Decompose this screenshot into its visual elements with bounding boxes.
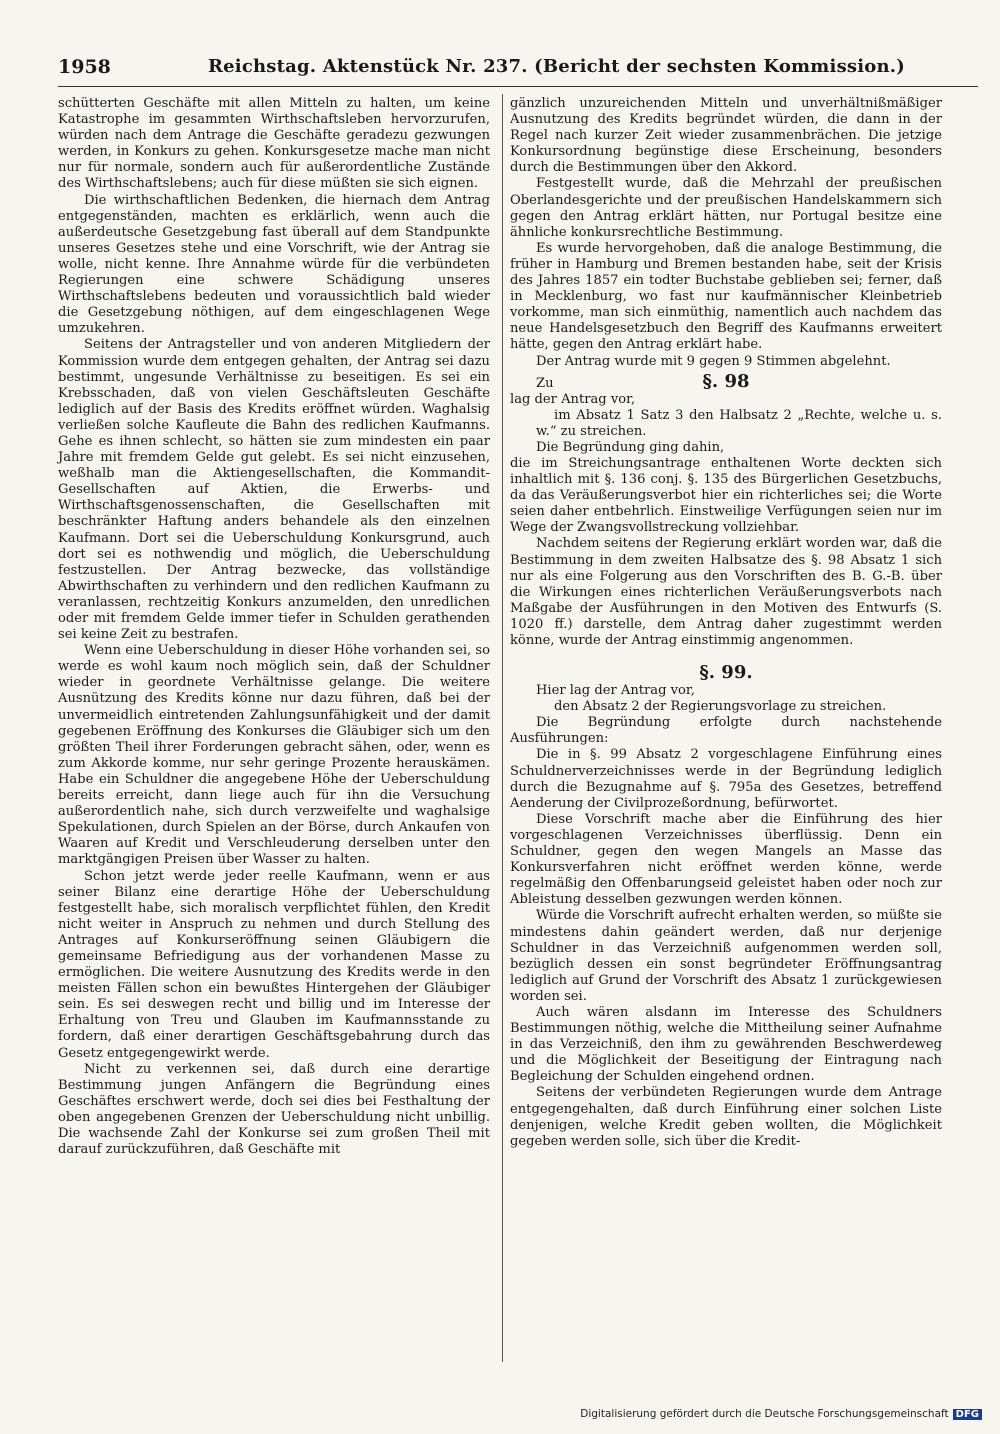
paragraph: Die in §. 99 Absatz 2 vorgeschlagene Einführung eines Schuldnerverzeichnisses werde in der Begründung lediglich durch die Bezugnahme auf §. 795a des Gesetzes, betreffend Aenderung der Civilprozeßordnung, befürwortet. [510,747,942,811]
page-header [58,54,978,84]
page-number: 1958 [58,56,111,78]
footer-text: Digitalisierung gefördert durch die Deutsche Forschungsgemeinschaft [580,1408,949,1420]
dfg-logo: DFG [953,1409,982,1420]
running-head: Reichstag. Aktenstück Nr. 237. (Bericht der sechsten Kommission.) [208,56,905,77]
paragraph: Es wurde hervorgehoben, daß die analoge Bestimmung, die früher in Hamburg und Bremen bestanden habe, seit der Krisis des Jahres 1857 ein todter Buchstabe geblieben sei; ferner, daß in Mecklenburg, wo fast nur kaufmännischer Kleinbetrieb vorkomme, man sich einmüthig, namentlich auch nachdem das neue Handelsgesetzbuch den Begriff des Kaufmanns erweitert hätte, gegen den Antrag erklärt habe. [510,240,942,353]
paragraph: schütterten Geschäfte mit allen Mitteln zu halten, um keine Katastrophe im gesammten Wirthschaftsleben hervorzurufen, würden nach dem Antrage die Geschäfte geradezu gezwungen werden, in Konkurs zu gehen. Konkursgesetze mache man nicht nur für normale, sondern auch für außerordentliche Zustände des Wirthschaftslebens; auch für diese müßten sie sich eignen. [58,96,490,192]
paragraph: Schon jetzt werde jeder reelle Kaufmann, wenn er aus seiner Bilanz eine derartige Höhe der Ueberschuldung festgestellt habe, sich moralisch verpflichtet fühlen, den Kredit nicht weiter in Anspruch zu nehmen und durch Stellung des Antrages auf Konkurseröffnung seinen Gläubigern die gemeinsame Befriedigung aus der vorhandenen Masse zu ermöglichen. Die weitere Ausnutzung des Kredits werde in den meisten Fällen schon ein bewußtes Hintergehen der Gläubiger sein. Es sei deswegen recht und billig und im Interesse der Erhaltung von Treu und Glauben im Kaufmannsstande zu fordern, daß einer derartigen Geschäftsgebahrung durch das Gesetz entgegengewirkt werde. [58,868,490,1061]
paragraph: Auch wären alsdann im Interesse des Schuldners Bestimmungen nöthig, welche die Mittheilung seiner Aufnahme in das Verzeichniß, den ihm zu gewährenden Beschwerdeweg und die Möglichkeit der Beseitigung der Eintragung nach Begleichung der Schulden eingehend ordnen. [510,1004,942,1085]
paragraph: Nicht zu verkennen sei, daß durch eine derartige Bestimmung jungen Anfängern die Begründung eines Geschäftes erschwert werde, doch sei dies bei Festhaltung der oben angegebenen Grenzen der Ueberschuldung nicht unbillig. Die wachsende Zahl der Konkurse sei zum großen Theil mit darauf zurückzuführen, daß Geschäfte mit [58,1061,490,1158]
paragraph: Festgestellt wurde, daß die Mehrzahl der preußischen Oberlandesgerichte und der preußischen Handelskammern sich gegen den Antrag erklärt hätten, nur Portugal besitze eine ähnliche konkursrechtliche Bestimmung. [510,176,942,240]
left-column [58,96,490,1158]
motion-quote: im Absatz 1 Satz 3 den Halbsatz 2 „Rechte, welche u. s. w.“ zu streichen. [536,407,942,439]
paragraph: Nachdem seitens der Regierung erklärt worden war, daß die Bestimmung in dem zweiten Halbsatze des §. 98 Absatz 1 sich nur als eine Folgerung aus den Vorschriften des B. G.-B. über die Wirkungen eines richterlichen Veräußerungsverbots nach Maßgabe der Ausführungen in den Motiven des Entwurfs (S. 1020 ff.) darstelle, dem Antrag daher zugestimmt werden könne, wurde der Antrag einstimmig angenommen. [510,536,942,648]
paragraph: lag der Antrag vor, [510,391,636,407]
zu-label: Zu [536,375,554,391]
paragraph: Wenn eine Ueberschuldung in dieser Höhe vorhanden sei, so werde es wohl kaum noch möglich sein, daß der Schuldner wieder in geordnete Verhältnisse gelange. Die weitere Ausnützung des Kredits könne nur dazu führen, daß bei der unvermeidlich eintretenden Zahlungsunfähigkeit und der damit gegebenen Eröffnung des Konkurses die Gläubiger sich um den größten Theil ihrer Forderungen gebracht sähen, oder, wenn es zum Akkorde komme, nur sehr geringe Prozente herauskämen. Habe ein Schuldner die angegebene Höhe der Ueberschuldung bereits erreicht, dann liege auch für ihn die Versuchung außerordentlich nahe, sich durch verzweifelte und waghalsige Spekulationen, durch Spielen an der Börse, durch Ankaufen von Waaren auf Kredit und Verschleuderung derselben unter den marktgängigen Preisen über Wasser zu halten. [58,643,490,868]
paragraph: die im Streichungsantrage enthaltenen Worte deckten sich inhaltlich mit §. 136 conj. §. 135 des Bürgerlichen Gesetzbuchs, da das Veräußerungsverbot hier ein richterliches sei; die Worte seien daher entbehrlich. Einstweilige Verfügungen seien nur im Wege der Zwangsvollstreckung vollziehbar. [510,455,942,536]
paragraph: Der Antrag wurde mit 9 gegen 9 Stimmen abgelehnt. [536,353,891,369]
paragraph: Die Begründung ging dahin, [536,439,725,455]
motion-quote: den Absatz 2 der Regierungsvorlage zu streichen. [554,699,887,715]
column-divider [502,94,503,1362]
header-rule [58,86,978,87]
paragraph: gänzlich unzureichenden Mitteln und unverhältnißmäßiger Ausnutzung des Kredits begründet würden, die dann in der Regel nach kurzer Zeit wieder zusammenbrächen. Die jetzige Konkursordnung begünstige diese Erscheinung, besonders durch die Bestimmungen über den Akkord. [510,96,942,176]
right-column [510,96,942,1150]
paragraph: Die wirthschaftlichen Bedenken, die hiernach dem Antrag entgegenständen, machten es erklärlich, wenn auch die außerdeutsche Gesetzgebung fast überall auf dem Standpunkte unseres Gesetzes stehe und eine Vorschrift, wie der Antrag sie wolle, nicht kenne. Ihre Annahme würde für die verbündeten Regierungen eine schwere Schädigung unseres Wirthschaftslebens bedeuten und voraussichtlich bald wieder die Gesetzgebung nöthigen, auf dem eingeschlagenen Wege umzukehren. [58,192,490,337]
section-98-title: §. 98 [702,370,750,392]
paragraph: Seitens der Antragsteller und von anderen Mitgliedern der Kommission wurde dem entgegen gehalten, der Antrag sei dazu bestimmt, ungesunde Verhältnisse zu beseitigen. Es sei ein Krebsschaden, daß von vielen Geschäftsleuten Geschäfte lediglich auf der Basis des Kredits eröffnet würden. Waghalsig verließen solche Kaufleute die Bahn des redlichen Kaufmanns. Gehe es ihnen schlecht, so hätten sie zum mindesten ein paar Jahre mit fremdem Gelde gut gelebt. Es sei nicht einzusehen, weßhalb man die Aktiengesellschaften, die Kommandit-Gesellschaften auf Aktien, die Erwerbs- und Wirthschaftsgenossenschaften, die Gesellschaften mit beschränkter Haftung anders behandele als den einzelnen Kaufmann. Dort sei die Ueberschuldung Konkursgrund, auch dort sei es nothwendig und möglich, die Ueberschuldung festzustellen. Der Antrag bezwecke, das vollständige Abwirthschaften zu verhindern und den redlichen Kaufmann zu veranlassen, rechtzeitig Konkurs anzumelden, den unredlichen oder mit fremdem Gelde immer tiefer in Schulden gerathenden sei keine Zeit zu bestrafen. [58,337,490,643]
paragraph: Seitens der verbündeten Regierungen wurde dem Antrage entgegengehalten, daß durch Einführung einer solchen Liste denjenigen, welche Kredit geben wollten, die Möglichkeit gegeben werden solle, sich über die Kredit- [510,1085,942,1149]
paragraph: Hier lag der Antrag vor, [536,683,695,699]
funding-footer [580,1408,982,1420]
section-99-title: §. 99. [699,662,753,684]
paragraph: Die Begründung erfolgte durch nachstehende Ausführungen: [510,715,942,747]
paragraph: Würde die Vorschrift aufrecht erhalten werden, so müßte sie mindestens dahin geändert werden, daß nur derjenige Schuldner in das Verzeichniß aufgenommen werden soll, bezüglich dessen ein sonst begründeter Eröffnungsantrag lediglich auf Grund der Vorschrift des Absatz 1 zurückgewiesen worden sei. [510,908,942,1004]
paragraph: Diese Vorschrift mache aber die Einführung des hier vorgeschlagenen Verzeichnisses überflüssig. Denn ein Schuldner, gegen den wegen Mangels an Masse das Konkursverfahren nicht eröffnet werden könne, werde regelmäßig den Offenbarungseid geleistet haben oder noch zur Ableistung desselben gezwungen werden können. [510,811,942,908]
section-heading-98 [510,372,942,392]
